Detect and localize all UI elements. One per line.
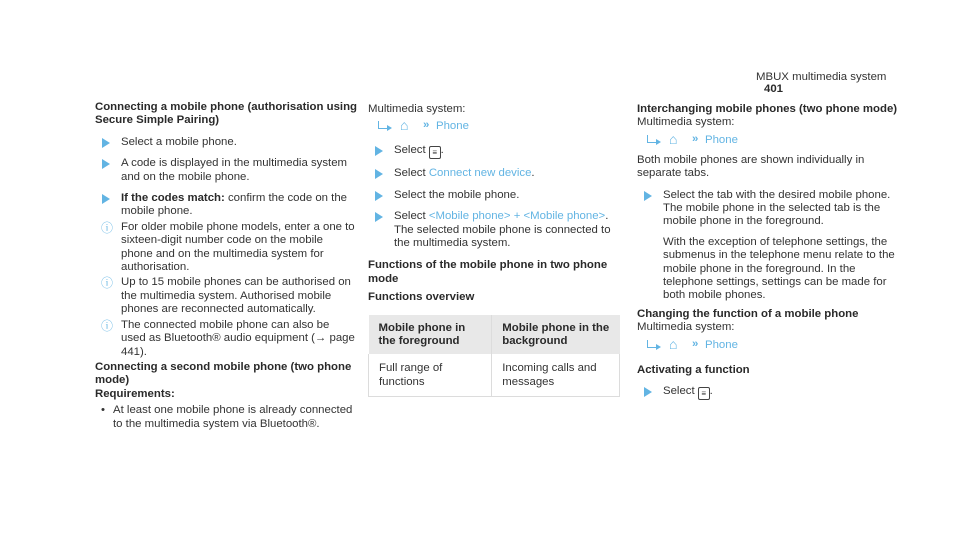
- system-label: Multimedia system:: [368, 103, 466, 115]
- step-select-pair: Select <Mobile phone> + <Mobile phone>. The selected mobile phone is connected to the multimedia system.: [368, 210, 623, 250]
- step-arrow-icon: [644, 191, 652, 201]
- requirement-item: • At least one mobile phone is already connected to the multimedia system via Bluetooth®.: [101, 404, 353, 430]
- nav-path: [647, 335, 905, 355]
- requirements-label: Requirements:: [95, 387, 175, 400]
- nav-arrow-icon: [647, 340, 656, 348]
- table-header-foreground: Mobile phone in the foreground: [369, 315, 492, 355]
- info-older-phones: ⓘ For older mobile phone models, enter a one to sixteen-digit number code on the mobile phone and on the multimedia system for authorisation.: [101, 220, 355, 274]
- phone-settings-icon[interactable]: ≡: [429, 146, 441, 159]
- home-icon[interactable]: ⌂: [669, 130, 678, 147]
- step-connect-new-device: Select Connect new device.: [368, 167, 623, 180]
- step-arrow-icon: [102, 194, 110, 204]
- step-select-mobile: Select the mobile phone.: [368, 189, 623, 202]
- step-arrow-icon: [375, 146, 383, 156]
- step-arrow-icon: [375, 169, 383, 179]
- nav-arrow-icon: [378, 121, 387, 129]
- running-header: [756, 71, 908, 95]
- left-column: [95, 101, 357, 431]
- info-fifteen-phones: ⓘ Up to 15 mobile phones can be authorised on the multimedia system. Authorised mobile phones are reconnected automatically.: [101, 276, 351, 316]
- info-bluetooth-audio: ⓘ The connected mobile phone can also be used as Bluetooth® audio equipment (→ page 441).: [101, 318, 355, 358]
- nav-phone-link[interactable]: Phone: [705, 338, 738, 351]
- nav-phone-link[interactable]: Phone: [436, 120, 469, 133]
- mobile-phone-pair-link[interactable]: <Mobile phone> + <Mobile phone>: [428, 210, 606, 223]
- table-cell: Full range of functions: [369, 354, 492, 396]
- intro-text: Both mobile phones are shown individually in separate tabs.: [637, 153, 865, 180]
- info-icon: ⓘ: [101, 220, 114, 235]
- step-select-icon: Select ≡ .: [637, 385, 905, 400]
- step-arrow-icon: [375, 212, 383, 222]
- system-label: Multimedia system:: [637, 321, 735, 334]
- section-title: MBUX multimedia system: [756, 71, 887, 83]
- nav-phone-link[interactable]: Phone: [705, 133, 738, 146]
- nav-path: [647, 130, 905, 150]
- connect-new-device-link[interactable]: Connect new device: [428, 167, 532, 180]
- heading-overview: Functions overview: [368, 291, 475, 304]
- heading-connecting-phone: Connecting a mobile phone (authorisation using Secure Simple Pairing): [95, 101, 357, 127]
- table-cell: Incoming calls and messages: [492, 354, 620, 396]
- heading-second-phone: Connecting a second mobile phone (two phone mode): [95, 360, 352, 387]
- chevron-right-icon: »: [692, 132, 699, 145]
- step-code-displayed: A code is displayed in the multimedia system and on the mobile phone.: [95, 157, 357, 184]
- step-select-tab: Select the tab with the desired mobile phone. The mobile phone in the selected tab is the mobile phone in the foreground. With the exception of telephone settings, the submenus in the telephone menu relate to the mobile phone in the foreground. In the telephone settings, settings can be made for both mobile phones.: [637, 189, 905, 303]
- table-row: [369, 354, 620, 396]
- heading-functions: Functions of the mobile phone in two phone mode: [368, 259, 608, 285]
- heading-interchanging: Interchanging mobile phones (two phone mode): [637, 103, 898, 115]
- step-arrow-icon: [644, 387, 652, 397]
- step-select-phone: Select a mobile phone.: [95, 136, 357, 149]
- info-icon: ⓘ: [101, 318, 114, 333]
- table-header-row: [369, 315, 620, 355]
- home-icon[interactable]: ⌂: [669, 335, 678, 352]
- system-label: Multimedia system:: [637, 116, 735, 129]
- phone-settings-icon[interactable]: ≡: [698, 387, 710, 400]
- middle-column: [368, 103, 623, 397]
- nav-arrow-icon: [647, 135, 656, 143]
- chevron-right-icon: »: [692, 337, 699, 350]
- right-column: [637, 103, 905, 400]
- step-select-icon: Select ≡ .: [368, 144, 623, 159]
- info-icon: ⓘ: [101, 276, 114, 291]
- step-arrow-icon: [102, 138, 110, 148]
- table-header-background: Mobile phone in the background: [492, 315, 620, 355]
- bullet-icon: •: [101, 404, 105, 417]
- page-number: 401: [764, 83, 784, 95]
- step-arrow-icon: [375, 191, 383, 201]
- step-arrow-icon: [102, 159, 110, 169]
- functions-table: [368, 315, 620, 398]
- home-icon[interactable]: ⌂: [400, 117, 409, 134]
- heading-activating: Activating a function: [637, 363, 750, 376]
- step-confirm-code: If the codes match: confirm the code on the mobile phone.: [95, 192, 357, 219]
- nav-path: [378, 117, 623, 136]
- chevron-right-icon: »: [423, 119, 430, 132]
- heading-changing-function: Changing the function of a mobile phone: [637, 307, 859, 320]
